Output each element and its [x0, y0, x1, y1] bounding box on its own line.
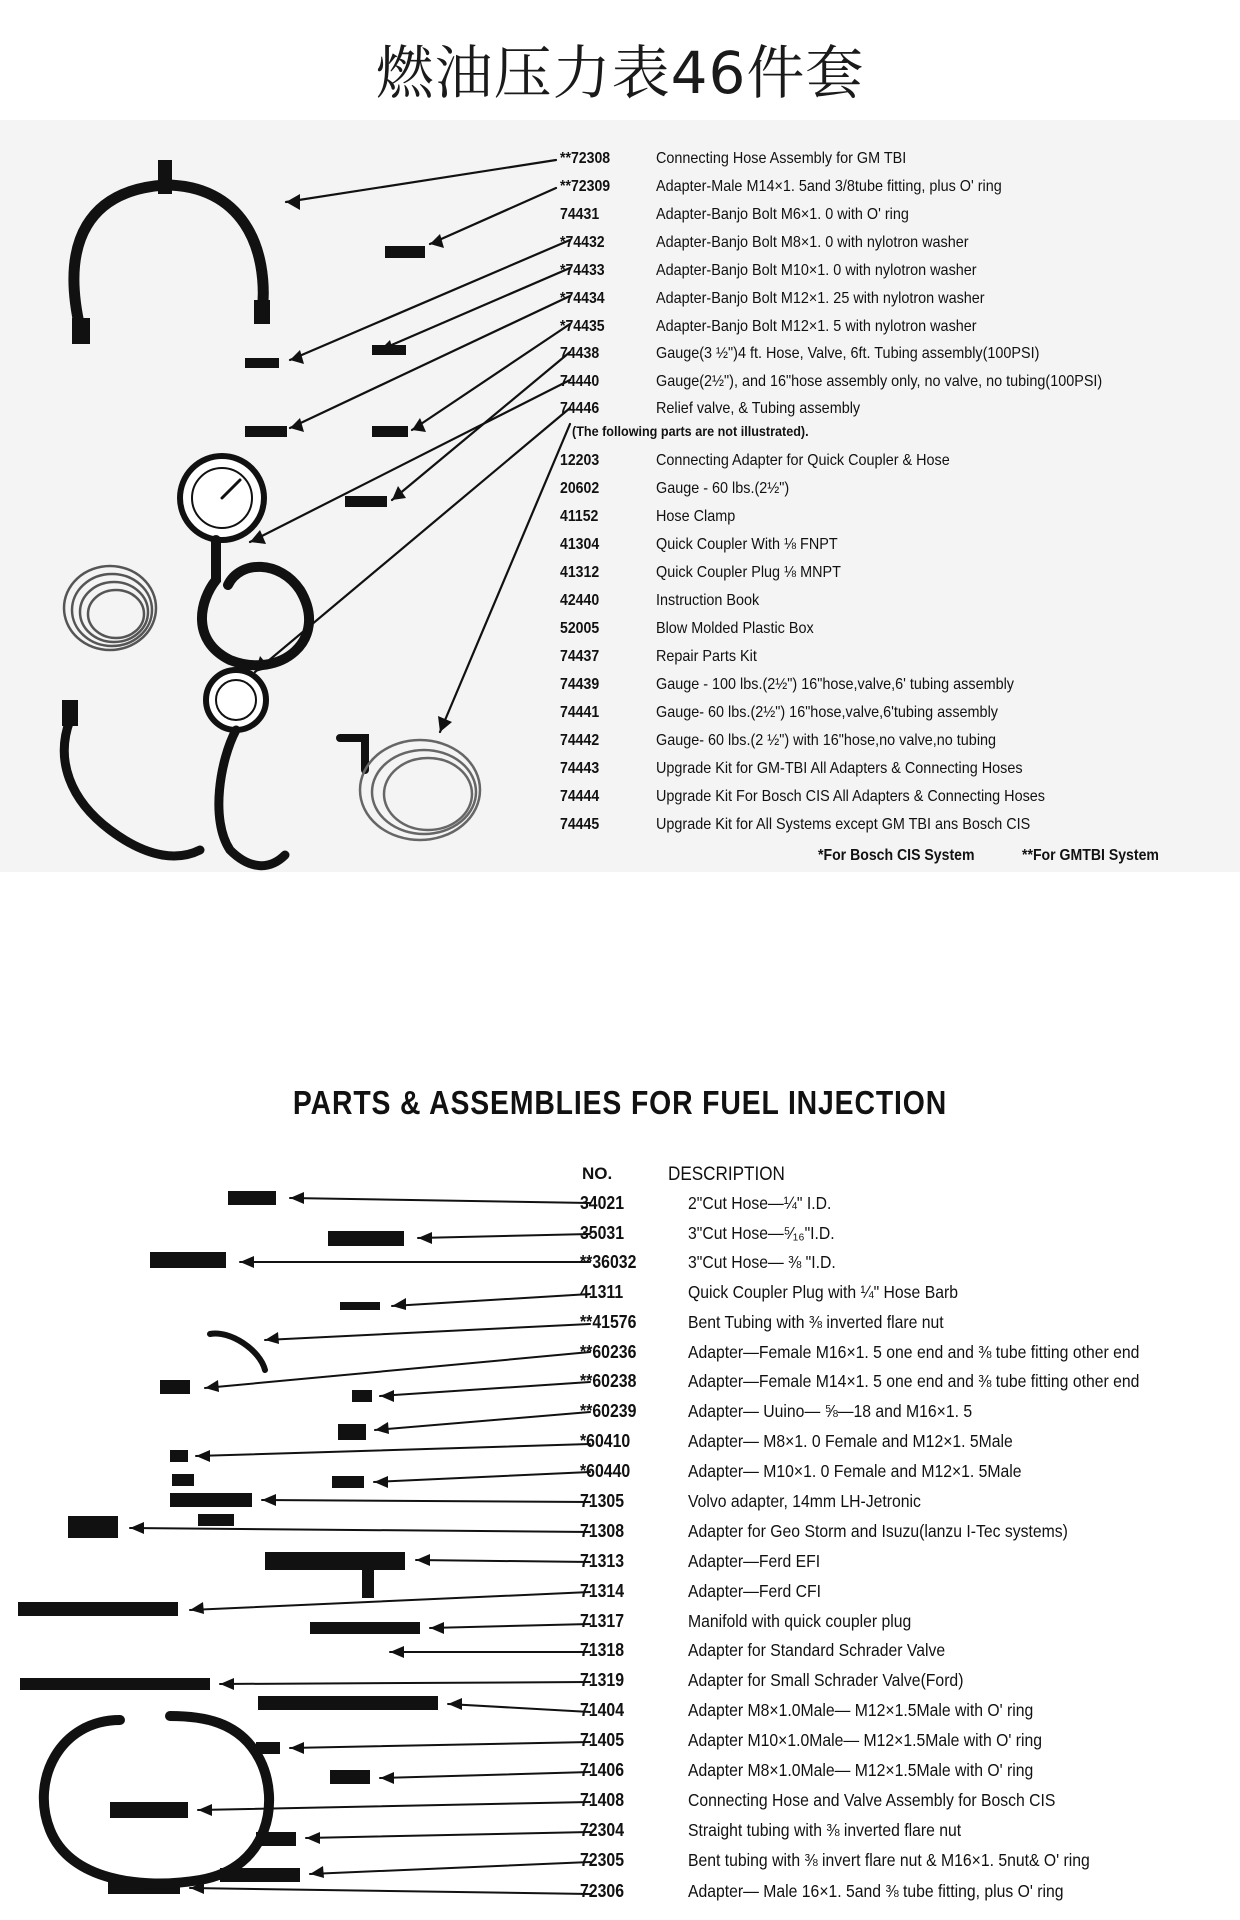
part-description: Upgrade Kit for GM-TBI All Adapters & Connecting Hoses: [656, 760, 1023, 777]
part-description: Adapter—Ferd EFI: [688, 1551, 821, 1571]
footnote-gmtbi: **For GMTBI System: [1022, 847, 1159, 864]
part-description: Gauge(2½"), and 16"hose assembly only, no valve, no tubing(100PSI): [656, 373, 1103, 390]
part-description: Connecting Hose and Valve Assembly for Bosch CIS: [688, 1790, 1056, 1810]
part-number: 52005: [560, 620, 600, 637]
part-number: 41152: [560, 508, 599, 525]
part-description: Blow Molded Plastic Box: [656, 620, 814, 637]
part-number: *74434: [560, 290, 605, 307]
part-description: Adapter— M10×1. 0 Female and M12×1. 5Male: [688, 1461, 1022, 1481]
part-description: Gauge - 100 lbs.(2½") 16"hose,valve,6' tubing assembly: [656, 676, 1014, 693]
part-number: *74435: [560, 318, 605, 335]
valve-hose-loop-drawing: [44, 1716, 269, 1883]
part-description: Adapter-Banjo Bolt M12×1. 25 with nylotron washer: [656, 290, 985, 307]
part-number: 71318: [580, 1640, 625, 1660]
part-description: Adapter M8×1.0Male— M12×1.5Male with O' ring: [688, 1700, 1034, 1720]
bottom-arrow-heads: [130, 1192, 462, 1894]
part-number: 71308: [580, 1521, 625, 1541]
part-number: 74440: [560, 373, 600, 390]
part-description: Adapter-Banjo Bolt M10×1. 0 with nylotron washer: [656, 262, 977, 279]
footnote-bosch-cis: *For Bosch CIS System: [818, 847, 975, 864]
part-description: Adapter— Male 16×1. 5and ⅜ tube fitting, plus O' ring: [688, 1881, 1064, 1901]
part-description: Gauge- 60 lbs.(2 ½") with 16"hose,no valve,no tubing: [656, 732, 997, 749]
part-number: *74433: [560, 262, 605, 279]
part-description: Adapter for Standard Schrader Valve: [688, 1640, 946, 1660]
part-number: 71305: [580, 1491, 625, 1511]
part-description: Quick Coupler Plug ⅛ MNPT: [656, 564, 841, 581]
part-number: 74438: [560, 345, 600, 362]
section-heading: PARTS & ASSEMBLIES FOR FUEL INJECTION: [292, 1084, 948, 1121]
part-number: 34021: [580, 1193, 625, 1213]
not-illustrated-note: (The following parts are not illustrated).: [572, 423, 809, 439]
part-number: 74441: [560, 704, 600, 721]
part-number: 74442: [560, 732, 600, 749]
part-number: 35031: [580, 1223, 625, 1243]
part-number: **60239: [580, 1401, 637, 1421]
part-number: **72308: [560, 150, 611, 167]
part-number: **72309: [560, 178, 611, 195]
part-description: Gauge - 60 lbs.(2½"): [656, 480, 790, 497]
part-description: Bent tubing with ⅜ invert flare nut & M16×1. 5nut& O' ring: [688, 1850, 1090, 1870]
part-description: Upgrade Kit For Bosch CIS All Adapters & Connecting Hoses: [656, 788, 1045, 805]
part-number: 72306: [580, 1881, 625, 1901]
part-description: Adapter M10×1.0Male— M12×1.5Male with O' ring: [688, 1730, 1043, 1750]
part-description: Adapter—Female M16×1. 5 one end and ⅜ tube fitting other end: [688, 1342, 1140, 1362]
part-description: Quick Coupler With ⅛ FNPT: [656, 536, 838, 553]
part-description: Adapter-Banjo Bolt M8×1. 0 with nylotron washer: [656, 234, 969, 251]
part-description: Straight tubing with ⅜ inverted flare nut: [688, 1820, 962, 1840]
part-number: **60238: [580, 1371, 637, 1391]
part-number: 71405: [580, 1730, 625, 1750]
part-number: *74432: [560, 234, 605, 251]
part-description: Adapter M8×1.0Male— M12×1.5Male with O' ring: [688, 1760, 1034, 1780]
part-number: 72304: [580, 1820, 625, 1840]
part-description: Repair Parts Kit: [656, 648, 757, 665]
part-description: Gauge- 60 lbs.(2½") 16"hose,valve,6'tubing assembly: [656, 704, 998, 721]
part-number: 74446: [560, 400, 600, 417]
part-number: 74437: [560, 648, 600, 665]
part-description: Gauge(3 ½")4 ft. Hose, Valve, 6ft. Tubing assembly(100PSI): [656, 345, 1040, 362]
coiled-tubing-drawing: [64, 566, 156, 650]
part-description: Adapter-Male M14×1. 5and 3/8tube fitting, plus O' ring: [656, 178, 1002, 195]
part-description: Relief valve, & Tubing assembly: [656, 400, 861, 417]
part-number: 74444: [560, 788, 600, 805]
part-number: 74443: [560, 760, 600, 777]
part-number: 71313: [580, 1551, 625, 1571]
page-title: 燃油压力表46件套: [375, 39, 865, 107]
part-description: Adapter for Small Schrader Valve(Ford): [688, 1670, 964, 1690]
part-description: Adapter-Banjo Bolt M6×1. 0 with O' ring: [656, 206, 909, 223]
part-number: 74445: [560, 816, 600, 833]
part-number: 41304: [560, 536, 600, 553]
part-description: Hose Clamp: [656, 508, 736, 525]
part-number: 41311: [580, 1282, 624, 1302]
part-number: 12203: [560, 452, 600, 469]
part-number: 41312: [560, 564, 600, 581]
part-number: 71319: [580, 1670, 625, 1690]
part-number: *60440: [580, 1461, 631, 1481]
hose-assembly-drawing: [74, 185, 263, 328]
part-description: Quick Coupler Plug with ¼" Hose Barb: [688, 1282, 958, 1302]
part-number: 20602: [560, 480, 600, 497]
part-description: Instruction Book: [656, 592, 760, 609]
part-description: Bent Tubing with ⅜ inverted flare nut: [688, 1312, 944, 1332]
column-header-description: DESCRIPTION: [668, 1164, 785, 1185]
part-description: Connecting Adapter for Quick Coupler & Hose: [656, 452, 950, 469]
part-description: Adapter for Geo Storm and Isuzu(lanzu I-Tec systems): [688, 1521, 1068, 1541]
part-number: 74439: [560, 676, 600, 693]
relief-valve-drawing: [340, 738, 480, 840]
part-number: 72305: [580, 1850, 625, 1870]
part-number: **36032: [580, 1252, 637, 1272]
part-number: 42440: [560, 592, 600, 609]
part-description: Connecting Hose Assembly for GM TBI: [656, 150, 907, 167]
part-description: Adapter— M8×1. 0 Female and M12×1. 5Male: [688, 1431, 1013, 1451]
part-description: 2"Cut Hose—¼" I.D.: [688, 1193, 832, 1213]
part-number: 71408: [580, 1790, 625, 1810]
part-description: Adapter—Female M14×1. 5 one end and ⅜ tube fitting other end: [688, 1371, 1140, 1391]
part-number: 71317: [580, 1611, 625, 1631]
part-description: Adapter-Banjo Bolt M12×1. 5 with nylotron washer: [656, 318, 977, 335]
column-header-number: NO.: [582, 1164, 613, 1183]
part-description: Adapter— Uuino— ⅝—18 and M16×1. 5: [688, 1401, 973, 1421]
part-number: 71406: [580, 1760, 625, 1780]
part-description: Volvo adapter, 14mm LH-Jetronic: [688, 1491, 921, 1511]
part-number: 71314: [580, 1581, 625, 1601]
part-number: 74431: [560, 206, 600, 223]
part-description: Upgrade Kit for All Systems except GM TBI ans Bosch CIS: [656, 816, 1031, 833]
part-description: Manifold with quick coupler plug: [688, 1611, 912, 1631]
part-description: 3"Cut Hose—⁵⁄₁₆"I.D.: [688, 1223, 835, 1243]
part-number: **41576: [580, 1312, 637, 1332]
part-number: **60236: [580, 1342, 637, 1362]
bottom-part-drawings: [18, 1191, 438, 1894]
part-number: *60410: [580, 1431, 631, 1451]
part-description: 3"Cut Hose— ⅜ "I.D.: [688, 1252, 836, 1272]
part-description: Adapter—Ferd CFI: [688, 1581, 822, 1601]
part-number: 71404: [580, 1700, 625, 1720]
